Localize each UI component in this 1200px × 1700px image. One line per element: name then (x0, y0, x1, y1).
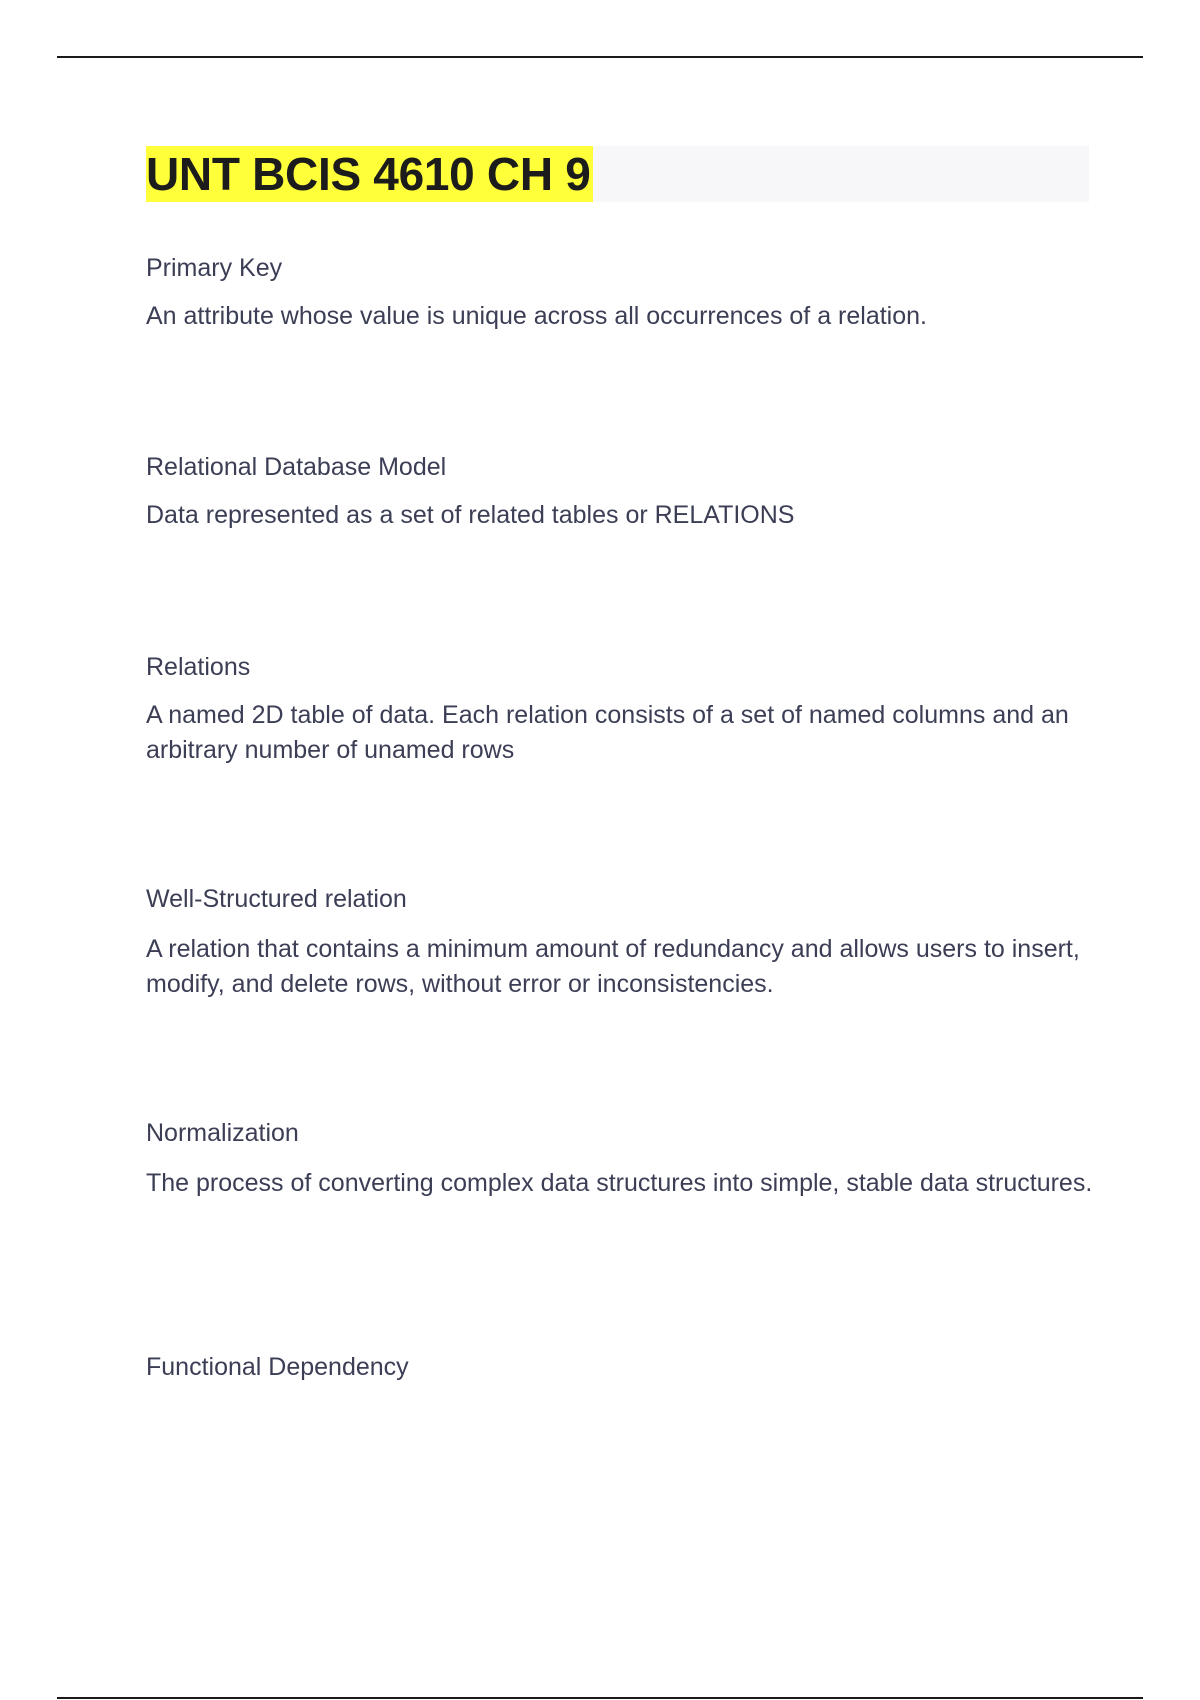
definition: An attribute whose value is unique across all occurrences of a relation. (146, 302, 927, 330)
term: Relations (146, 653, 251, 681)
flashcard (146, 253, 1096, 330)
term: Functional Dependency (146, 1353, 409, 1381)
top-rule (57, 56, 1143, 58)
term: Primary Key (146, 254, 283, 282)
definition: A named 2D table of data. Each relation consists of a set of named columns and an arbitrary number of unamed rows (146, 701, 1069, 764)
term: Relational Database Model (146, 453, 447, 481)
flashcard (146, 452, 1096, 529)
flashcard (146, 884, 1096, 998)
definition: The process of converting complex data structures into simple, stable data structures. (146, 1169, 1093, 1197)
definition: A relation that contains a minimum amount of redundancy and allows users to insert, modify, and delete rows, without error or inconsistencies. (146, 935, 1080, 998)
definition: Data represented as a set of related tables or RELATIONS (146, 501, 795, 529)
flashcard (146, 652, 1096, 764)
flashcard (146, 1352, 1096, 1382)
document-title: UNT BCIS 4610 CH 9 (146, 148, 591, 200)
term: Normalization (146, 1119, 299, 1147)
bottom-rule (57, 1697, 1143, 1699)
flashcard (146, 1118, 1096, 1197)
term: Well-Structured relation (146, 885, 407, 913)
